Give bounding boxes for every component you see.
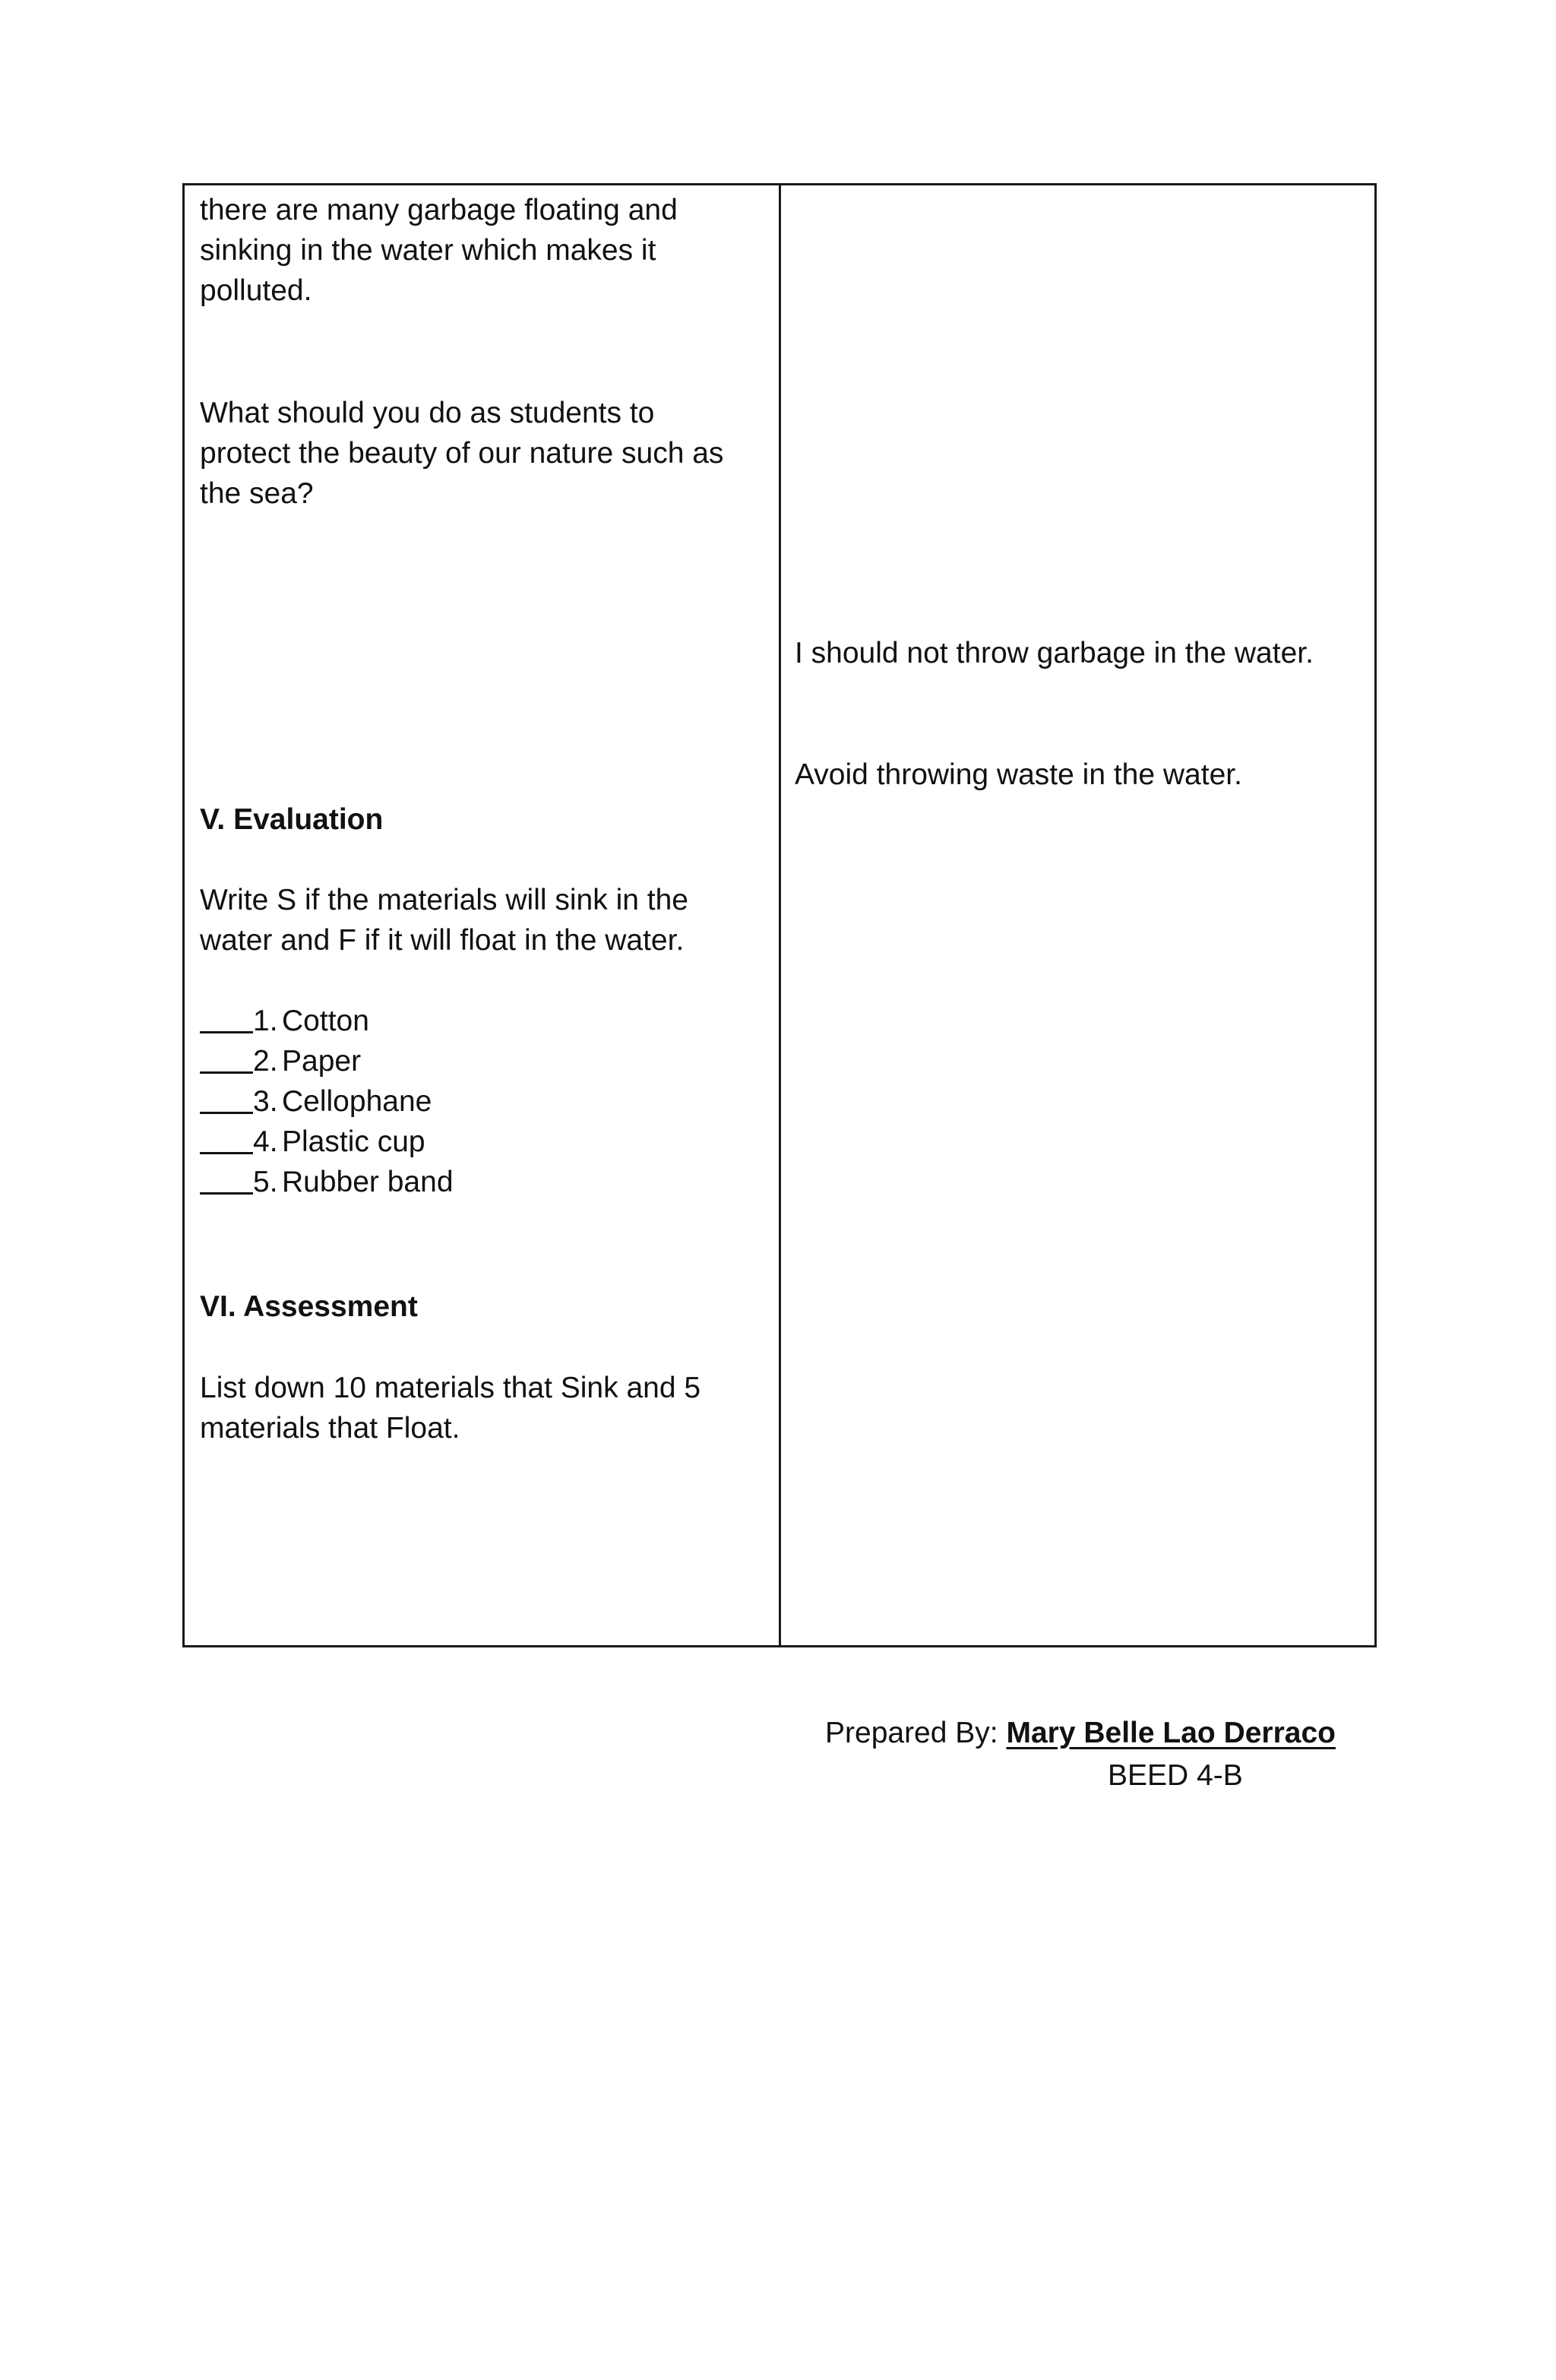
answer-blank xyxy=(200,1122,253,1154)
pupil-activity-cell xyxy=(781,185,1374,1645)
item-label: Cotton xyxy=(282,1005,369,1037)
evaluation-instruction-2: water and F if it will float in the water. xyxy=(200,924,685,957)
assessment-instruction-1: List down 10 materials that Sink and 5 xyxy=(200,1372,701,1404)
item-number: 2. xyxy=(253,1045,278,1078)
intro-line-3: polluted. xyxy=(200,274,312,307)
question-line-1: What should you do as students to xyxy=(200,397,655,429)
prepared-by xyxy=(825,1713,1336,1753)
item-number: 5. xyxy=(253,1166,278,1198)
question-line-2: protect the beauty of our nature such as xyxy=(200,437,724,470)
item-number: 3. xyxy=(253,1085,278,1118)
teacher-activity-cell xyxy=(185,185,781,1645)
assessment-heading: VI. Assessment xyxy=(200,1290,418,1323)
evaluation-heading: V. Evaluation xyxy=(200,803,384,836)
answer-blank xyxy=(200,1081,253,1114)
item-label: Paper xyxy=(282,1045,362,1078)
item-label: Plastic cup xyxy=(282,1125,425,1158)
evaluation-item xyxy=(200,1041,361,1081)
intro-line-1: there are many garbage floating and xyxy=(200,194,678,226)
item-label: Rubber band xyxy=(282,1166,454,1198)
question-line-3: the sea? xyxy=(200,477,314,510)
item-number: 4. xyxy=(253,1125,278,1158)
prepared-by-label: Prepared By: xyxy=(825,1717,1007,1749)
evaluation-instruction-1: Write S if the materials will sink in the xyxy=(200,884,688,916)
intro-line-2: sinking in the water which makes it xyxy=(200,234,656,267)
evaluation-item xyxy=(200,1081,432,1122)
answer-blank xyxy=(200,1041,253,1074)
item-number: 1. xyxy=(253,1005,278,1037)
preparer-name: Mary Belle Lao Derraco xyxy=(1006,1717,1336,1749)
course-section: BEED 4-B xyxy=(1108,1759,1243,1792)
evaluation-item xyxy=(200,1001,369,1041)
evaluation-item xyxy=(200,1162,454,1202)
answer-blank xyxy=(200,1162,253,1195)
answer-line-2: Avoid throwing waste in the water. xyxy=(795,758,1242,791)
lesson-plan-table xyxy=(182,183,1377,1647)
item-label: Cellophane xyxy=(282,1085,432,1118)
assessment-instruction-2: materials that Float. xyxy=(200,1412,460,1445)
evaluation-item xyxy=(200,1122,425,1162)
answer-line-1: I should not throw garbage in the water. xyxy=(795,637,1314,669)
answer-blank xyxy=(200,1001,253,1033)
